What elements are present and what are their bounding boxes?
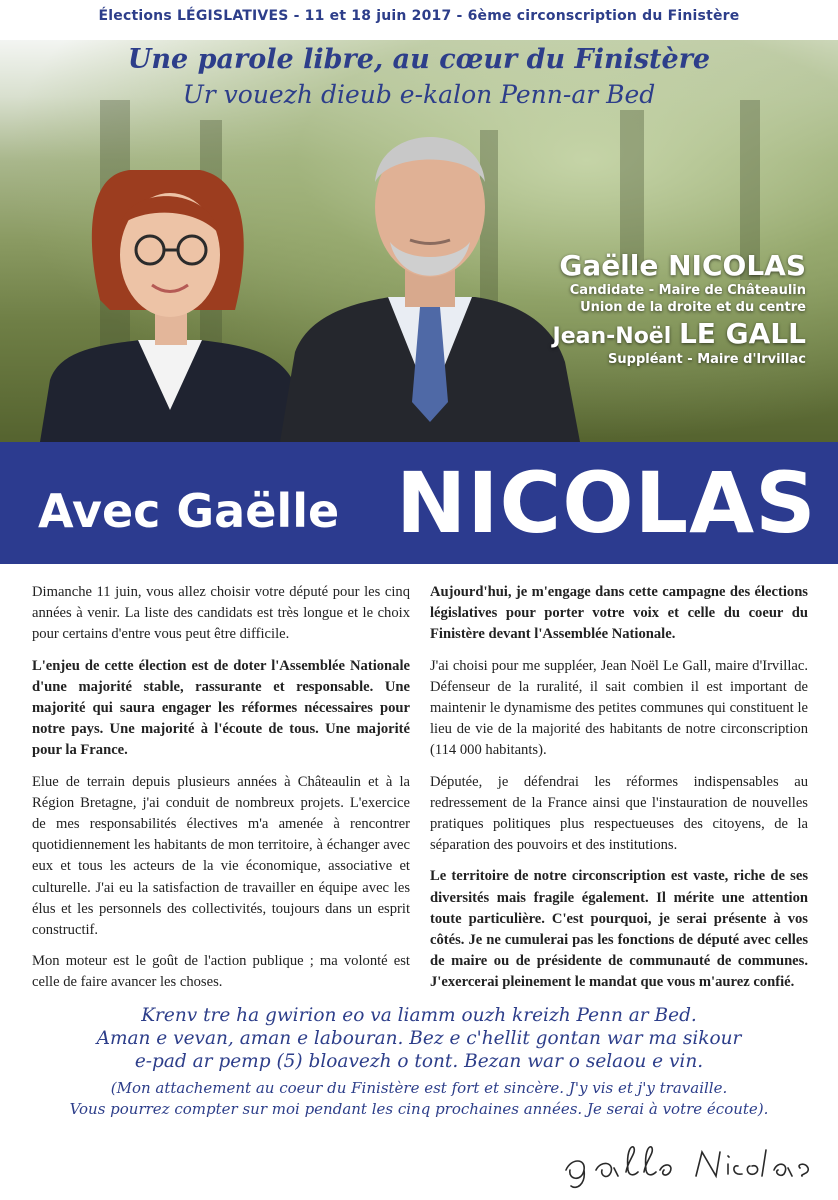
paragraph: J'ai choisi pour me suppléer, Jean Noël Le Gall, maire d'Irvillac. Défenseur de la ruralité, il sait combien il est important de maintenir le dynamisme des petites communes qui constituent le lieu de vie de la majorité des habitants de notre circonscription (114 000 habitants).: [430, 657, 808, 759]
banner-last-name: NICOLAS: [396, 454, 817, 552]
background-tree: [620, 110, 644, 270]
slogan-french: Une parole libre, au cœur du Finistère: [127, 44, 711, 75]
paragraph: Mon moteur est le goût de l'action publique ; ma volonté est celle de faire avancer les choses.: [32, 953, 410, 991]
handwritten-signature: [556, 1140, 826, 1190]
paragraph: Elue de terrain depuis plusieurs années à Châteaulin et à la Région Bretagne, j'ai conduit de nombreux projets. L'exercice de mes responsabilités électives m'a amenée à rencontrer quotidiennement les habitants de mon territoire, à échanger avec eux et tous les acteurs de la vie économique, associative et culturelle. J'ai eu la satisfaction de travailler en équipe avec les élus et les personnels des collectivités, toujours dans un esprit constructif.: [32, 773, 410, 939]
name-banner: [0, 442, 838, 564]
closing-line: Krenv tre ha gwirion eo va liamm ouzh kreizh Penn ar Bed.: [141, 1005, 697, 1026]
banner-first-name: Avec Gaëlle: [38, 484, 340, 538]
substitute-name: [552, 317, 806, 351]
substitute-first-name: Jean-Noël: [552, 324, 672, 349]
candidate-name: Gaëlle NICOLAS: [559, 249, 806, 282]
left-text-column: [32, 582, 410, 1004]
candidates-photo: [0, 40, 838, 442]
closing-line: (Mon attachement au coeur du Finistère est fort et sincère. J'y vis et j'y travaille.: [110, 1079, 728, 1097]
substitute-role: Suppléant - Maire d'Irvillac: [608, 352, 806, 367]
closing-line: Vous pourrez compter sur moi pendant les cinq prochaines années. Je serai à votre écoute).: [69, 1100, 769, 1118]
substitute-last-name: LE GALL: [678, 317, 806, 350]
candidate-names: [553, 250, 806, 368]
paragraph: Aujourd'hui, je m'engage dans cette campagne des élections législatives pour porter votre voix et celle du coeur du Finistère devant l'Assemblée Nationale.: [430, 584, 808, 643]
paragraph: L'enjeu de cette élection est de doter l'Assemblée Nationale d'une majorité stable, rassurante et responsable. Une majorité qui saura engager les réformes nécessaires pour notre pays. Une majorité à l'écoute de tous. Une majorité pour la France.: [32, 657, 410, 759]
paragraph: Dimanche 11 juin, vous allez choisir votre député pour les cinq années à venir. La liste des candidats est très longue et le choix pour certains d'entre vous peut être difficile.: [32, 584, 410, 643]
substitute-portrait: [280, 112, 580, 442]
right-text-column: [430, 582, 808, 1004]
closing-line: Aman e vevan, aman e labouran. Bez e c'hellit gontan war ma sikour: [96, 1028, 742, 1049]
closing-line: e-pad ar pemp (5) bloavezh o tont. Bezan war o selaou e vin.: [134, 1051, 704, 1072]
paragraph: Députée, je défendrai les réformes indispensables au redressement de la France ainsi que l'instauration de nouvelles pratiques politiques plus respectueuses des citoyens, de la séparation des pouvoirs et des institutions.: [430, 773, 808, 854]
candidate-portrait: [20, 150, 320, 442]
closing-breton: [0, 1004, 838, 1073]
candidate-party: Union de la droite et du centre: [580, 300, 806, 315]
candidate-role: Candidate - Maire de Châteaulin: [569, 283, 806, 298]
election-line: Élections LÉGISLATIVES - 11 et 18 juin 2017 - 6ème circonscription du Finistère: [98, 8, 740, 24]
slogan-breton: Ur vouezh dieub e-kalon Penn-ar Bed: [182, 80, 656, 109]
paragraph: Le territoire de notre circonscription est vaste, riche de ses diversités mais fragile également. Il mérite une attention toute particulière. C'est pourquoi, je serai présente à vos côtés. Je ne cumulerai pas les fonctions de député avec celles de maire ou de présidente de communauté de communes. J'exercerai pleinement le mandat que vous m'aurez confié.: [430, 868, 808, 991]
closing-french: [0, 1078, 838, 1120]
